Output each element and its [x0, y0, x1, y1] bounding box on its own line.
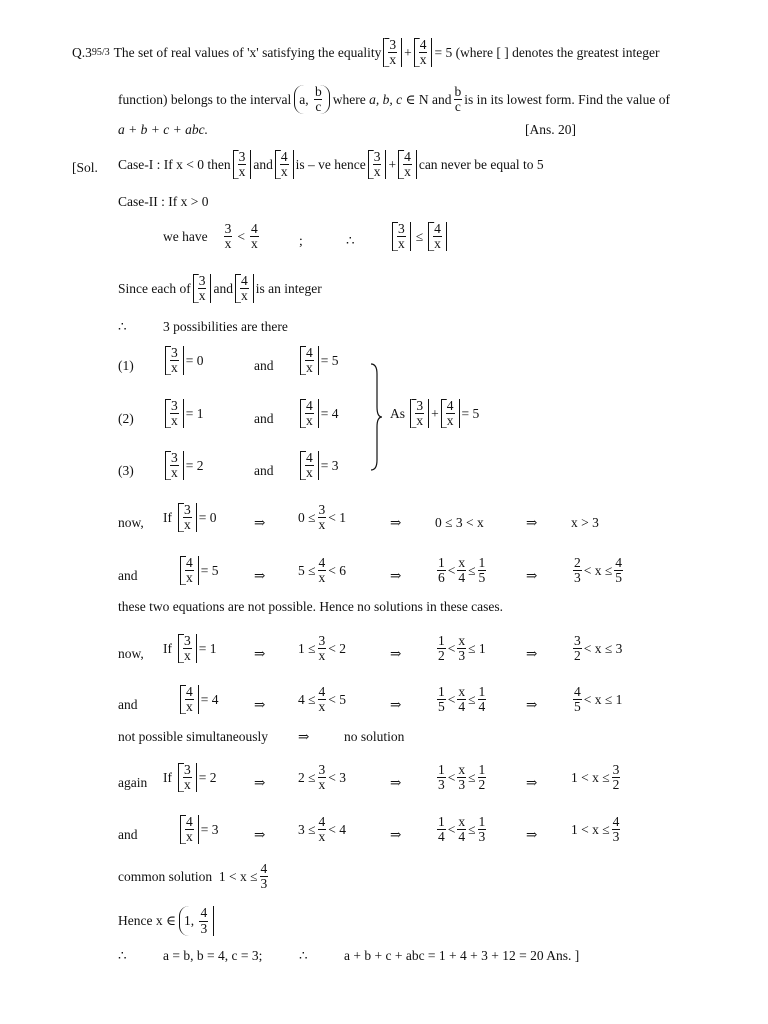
question-code: 95/3: [91, 47, 110, 59]
interval-a-b-over-c: a , b c: [294, 85, 330, 114]
not-possible-note: these two equations are not possible. Hence no solutions in these cases.: [118, 599, 504, 614]
as-sum-line: As 3 x + 4 x = 5: [390, 398, 480, 429]
final-values: a = b, b = 4, c = 3;: [163, 948, 263, 963]
question-number: Q.3: [72, 44, 92, 60]
question-line-1: Q.3 95/3 The set of real values of 'x' satisfying the equality 3 x + 4 x = 5 (where [ ] denotes the greatest integer: [72, 37, 660, 68]
bracket-3-over-x: 3 x: [383, 38, 402, 67]
common-solution: common solution 1 < x ≤ $\frac{4}{3}$: [118, 861, 268, 892]
question-line-3: a + b + c + abc.: [118, 122, 208, 137]
case-2-line: Case-II : If x > 0: [118, 194, 209, 209]
since-each-line: Since each of 3 x and 4 x is an integer: [118, 273, 322, 304]
final-answer: a + b + c + abc = 1 + 4 + 3 + 12 = 20 Ans. ]: [344, 948, 580, 963]
bracket-4-over-x: 4 x: [414, 38, 433, 67]
answer: [Ans. 20]: [525, 122, 576, 137]
question-text-2: = 5 (where [ ] denotes the greatest integer: [434, 44, 660, 60]
question-text-1: The set of real values of 'x' satisfying the equality: [113, 44, 382, 60]
case-1-line: Case-I : If x < 0 then 3 x and 4 x is – ve hence 3 x + 4 x can never be equal to 5: [118, 149, 544, 180]
question-line-2: function) belongs to the interval a , b c where a, b, c ∈ N and b c is in its lowest form. Find the value of: [118, 84, 671, 115]
bracket-compare: 3 x ≤ 4 x: [390, 222, 449, 251]
fraction-b-over-c: b c: [454, 84, 462, 115]
sol-label: [Sol.: [72, 160, 98, 175]
we-have-line: we have 3 x < 4 x: [163, 221, 258, 252]
curly-brace: [369, 362, 383, 472]
hence-interval: Hence x ∈ 1 , 4 3: [118, 906, 216, 936]
question-text-3: function) belongs to the interval: [118, 91, 292, 107]
possibilities-line: 3 possibilities are there: [163, 319, 288, 334]
